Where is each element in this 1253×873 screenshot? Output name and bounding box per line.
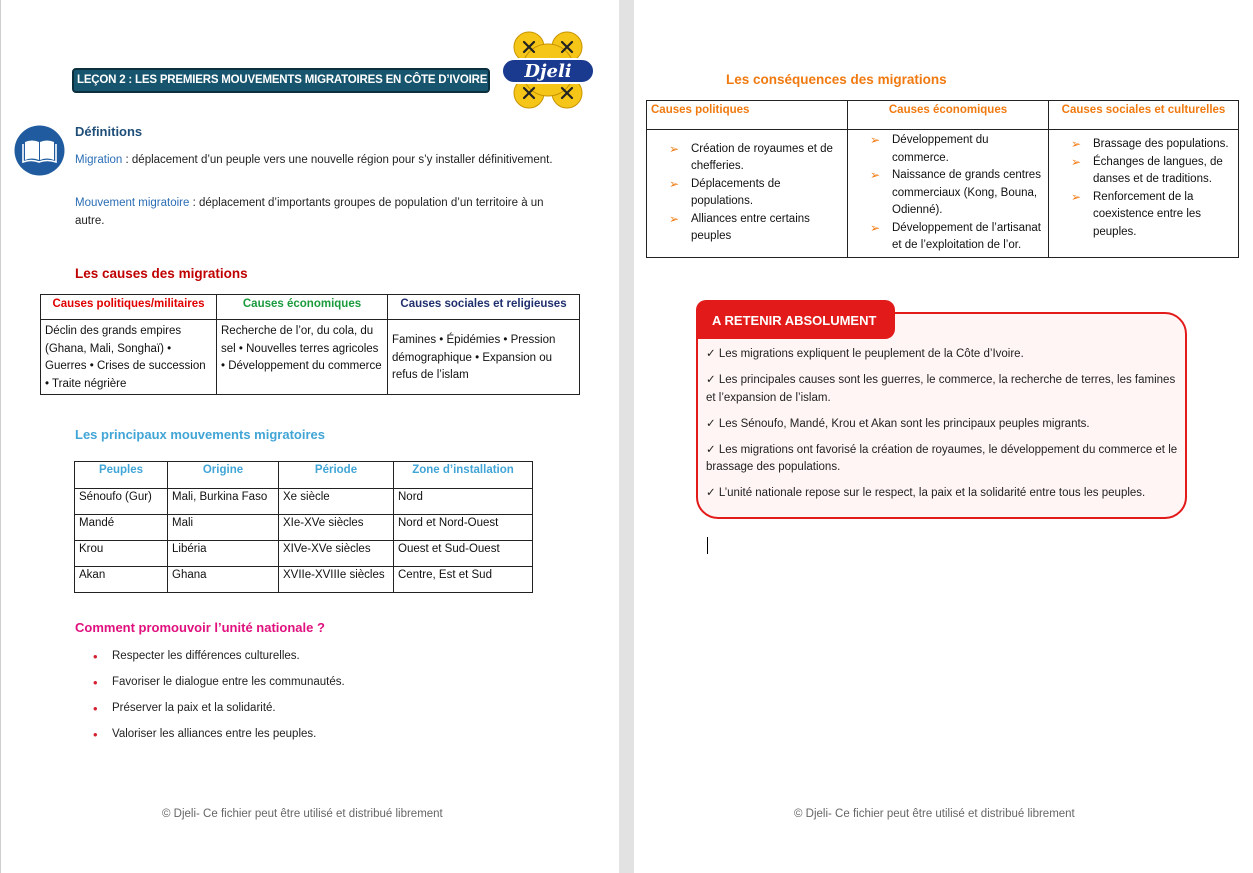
table-cell: Nord [394, 489, 533, 515]
list-item: • Valoriser les alliances entre les peuples. [93, 727, 317, 742]
svg-text:Djeli: Djeli [524, 61, 572, 82]
causes-header-economic: Causes économiques [217, 295, 388, 320]
definition-migratory-movement [75, 195, 553, 230]
left-page [0, 0, 619, 873]
causes-table [40, 294, 580, 395]
list-item: • Respecter les différences culturelles. [93, 649, 300, 664]
unity-heading: Comment promouvoir l’unité nationale ? [75, 620, 325, 635]
consequences-cell-social [1049, 130, 1239, 258]
table-cell: Centre, Est et Sud [394, 567, 533, 593]
page-gap [619, 0, 634, 873]
definition-text: : déplacement d’un peuple vers une nouvelle région pour s’y installer définitivement. [122, 154, 553, 166]
list-item: ➢ Déplacements de populations. [669, 176, 781, 208]
arrow-icon: ➢ [669, 141, 680, 156]
list-item: ➢ Naissance de grands centres commerciaux (Kong, Bouna, Odienné). [870, 168, 1041, 216]
list-item: ➢ Alliances entre certains peuples [669, 211, 810, 243]
table-cell: Krou [75, 541, 168, 567]
bullet-icon: • [93, 675, 98, 690]
movements-header: Origine [168, 462, 279, 489]
page-footer: © Djeli- Ce fichier peut être utilisé et distribué librement [162, 808, 443, 820]
list-item: ➢ Développement de l’artisanat et de l’exploitation de l’or. [870, 220, 1041, 251]
definition-term: Mouvement migratoire [75, 197, 190, 209]
table-cell: Mali [168, 515, 279, 541]
arrow-icon: ➢ [870, 220, 881, 235]
table-cell: Akan [75, 567, 168, 593]
retain-title: A RETENIR ABSOLUMENT [696, 300, 895, 339]
table-cell: Xe siècle [279, 489, 394, 515]
table-cell: Nord et Nord-Ouest [394, 515, 533, 541]
list-item: ✓ Les migrations expliquent le peuplement de la Côte d’Ivoire. [706, 348, 1024, 360]
table-row [75, 541, 533, 567]
right-page[interactable] [634, 0, 1253, 873]
list-item: • Favoriser le dialogue entre les communautés. [93, 675, 345, 690]
table-cell: XIVe-XVe siècles [279, 541, 394, 567]
bullet-icon: • [93, 701, 98, 716]
bullet-icon: • [93, 727, 98, 742]
list-item: ➢ Renforcement de la coexistence entre les peuples. [1071, 189, 1202, 238]
bullet-icon: • [93, 649, 98, 664]
movements-header: Période [279, 462, 394, 489]
movements-header: Zone d’installation [394, 462, 533, 489]
arrow-icon: ➢ [669, 211, 680, 226]
table-cell: Libéria [168, 541, 279, 567]
table-cell: Mandé [75, 515, 168, 541]
list-item: ✓ L’unité nationale repose sur le respect, la paix et la solidarité entre tous les peuples. [706, 487, 1146, 499]
list-item: ✓ Les Sénoufo, Mandé, Krou et Akan sont les principaux peuples migrants. [706, 417, 1090, 430]
list-item: ➢ Échanges de langues, de danses et de traditions. [1071, 154, 1223, 185]
list-item: ➢ Brassage des populations. [1071, 136, 1236, 154]
arrow-icon: ➢ [1071, 189, 1082, 204]
movements-header: Peuples [75, 462, 168, 489]
consequences-header-economic: Causes économiques [848, 101, 1049, 130]
text-cursor [707, 537, 708, 554]
table-row [75, 489, 533, 515]
causes-heading: Les causes des migrations [75, 266, 248, 281]
consequences-header-political: Causes politiques [647, 101, 848, 130]
open-book-icon [14, 125, 65, 176]
list-item: • Préserver la paix et la solidarité. [93, 701, 276, 716]
definition-migration [75, 152, 555, 170]
lesson-title: LEÇON 2 : LES PREMIERS MOUVEMENTS MIGRATOIRES EN CÔTE D’IVOIRE [72, 68, 490, 93]
causes-header-social: Causes sociales et religieuses [388, 295, 580, 320]
table-row [75, 515, 533, 541]
consequences-heading: Les conséquences des migrations [726, 72, 947, 87]
causes-cell-social: Famines • Épidémies • Pression démographique • Expansion ou refus de l’islam [388, 320, 580, 395]
consequences-cell-political [647, 130, 848, 258]
list-item: ➢ Création de royaumes et de chefferies. [669, 141, 833, 173]
table-cell: Mali, Burkina Faso [168, 489, 279, 515]
arrow-icon: ➢ [1071, 154, 1082, 169]
table-row [75, 567, 533, 593]
consequences-header-social: Causes sociales et culturelles [1049, 101, 1239, 130]
unity-list [93, 648, 345, 752]
arrow-icon: ➢ [870, 168, 881, 182]
movements-heading: Les principaux mouvements migratoires [75, 427, 325, 442]
movements-table [74, 461, 533, 593]
table-cell: Ghana [168, 567, 279, 593]
definition-text: : déplacement d’importants groupes de population d’un territoire à un autre. [75, 197, 544, 227]
causes-cell-political: Déclin des grands empires (Ghana, Mali, Songhaï) • Guerres • Crises de succession • Traite négrière [41, 320, 217, 395]
table-cell: XIe-XVe siècles [279, 515, 394, 541]
list-item: ➢ Développement du commerce. [870, 133, 989, 164]
causes-cell-economic: Recherche de l’or, du cola, du sel • Nouvelles terres agricoles • Développement du commerce [217, 320, 388, 395]
consequences-cell-economic [848, 130, 1049, 258]
list-item: ✓ Les principales causes sont les guerres, le commerce, la recherche de terres, les famines et l’expansion de l’islam. [706, 374, 1176, 404]
djeli-logo [499, 29, 597, 112]
table-cell: XVIIe-XVIIIe siècles [279, 567, 394, 593]
definitions-heading: Définitions [75, 124, 143, 139]
definition-term: Migration [75, 154, 123, 166]
arrow-icon: ➢ [1071, 137, 1082, 151]
table-cell: Ouest et Sud-Ouest [394, 541, 533, 567]
consequences-table [646, 100, 1239, 258]
arrow-icon: ➢ [870, 133, 881, 147]
list-item: ✓ Les migrations ont favorisé la création de royaumes, le développement du commerce et le brassage des populations. [706, 443, 1178, 473]
page-footer: © Djeli- Ce fichier peut être utilisé et distribué librement [794, 808, 1075, 820]
table-cell: Sénoufo (Gur) [75, 489, 168, 515]
causes-header-political: Causes politiques/militaires [41, 295, 217, 320]
arrow-icon: ➢ [669, 176, 680, 191]
retain-list [706, 346, 1181, 511]
